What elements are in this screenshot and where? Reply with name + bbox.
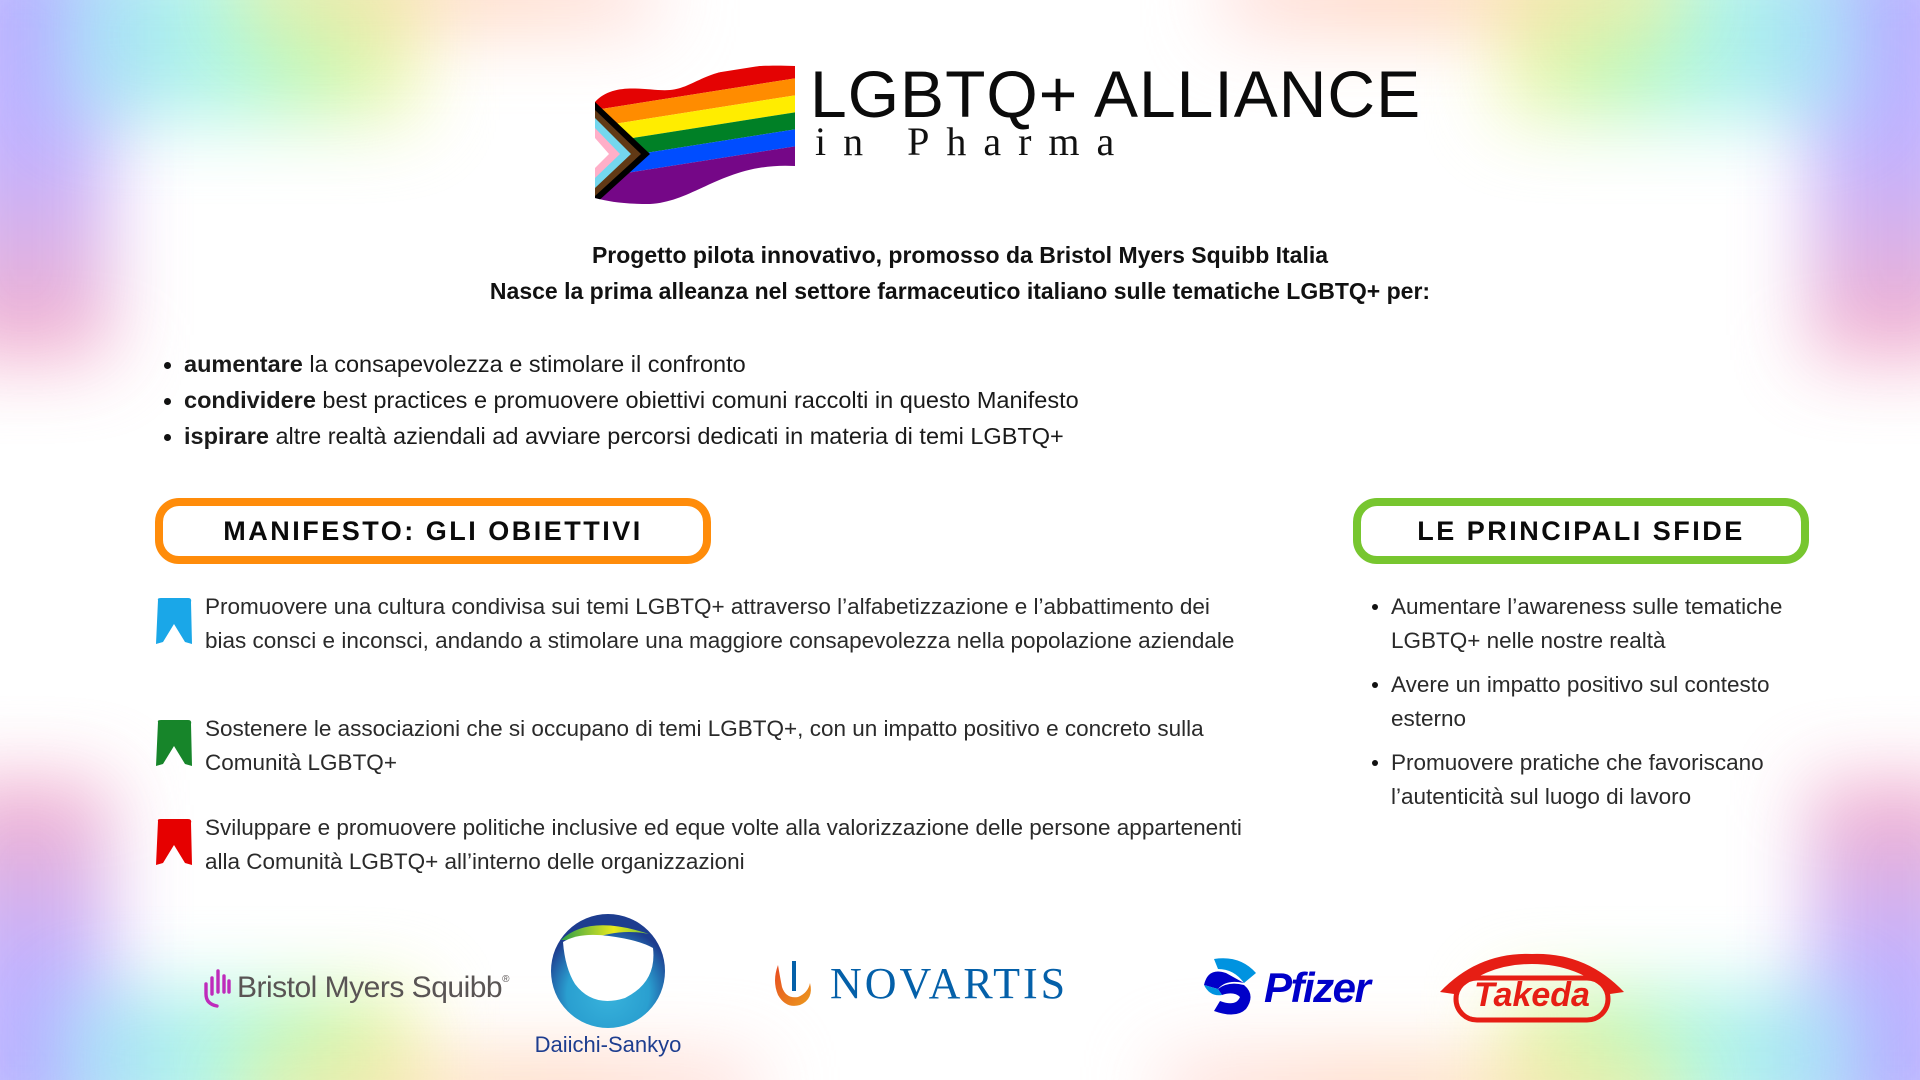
aim-text: altre realtà aziendali ad avviare percorsi dedicati in materia di temi LGBTQ+ — [268, 423, 1064, 449]
challenges-list — [1372, 590, 1812, 824]
objective-text: Promuovere una cultura condivisa sui temi LGBTQ+ attraverso l’alfabetizzazione e l’abbattimento dei bias consci e inconsci, andando a stimolare una maggiore consapevolezza nella popolazione aziendale — [205, 594, 1235, 653]
registered-mark: ® — [502, 974, 510, 985]
challenge-item: Aumentare l’awareness sulle tematiche LGBTQ+ nelle nostre realtà — [1372, 590, 1812, 658]
green-ribbon-icon — [155, 720, 193, 768]
objective-text: Sostenere le associazioni che si occupano di temi LGBTQ+, con un impatto positivo e concreto sulla Comunità LGBTQ+ — [205, 716, 1204, 775]
takeda-wordmark: Takeda — [1474, 976, 1590, 1014]
partner-logo-novartis — [770, 958, 1068, 1009]
objective-item — [155, 712, 1233, 780]
challenges-heading: LE PRINCIPALI SFIDE — [1353, 498, 1809, 564]
partner-logo-takeda — [1438, 952, 1626, 1024]
manifesto-heading: MANIFESTO: GLI OBIETTIVI — [155, 498, 711, 564]
partner-logo-daiichi-sankyo — [528, 912, 688, 1058]
aim-text: la consapevolezza e stimolare il confronto — [302, 351, 746, 377]
bms-hand-icon — [203, 968, 231, 1008]
objective-text: Sviluppare e promuovere politiche inclusive ed eque volte alla valorizzazione delle persone appartenenti alla Comunità LGBTQ+ all’interno delle organizzazioni — [205, 815, 1242, 874]
pfizer-helix-icon — [1200, 955, 1260, 1021]
intro-line-2: Nasce la prima alleanza nel settore farmaceutico italiano sulle tematiche LGBTQ+ per: — [489, 278, 1431, 304]
progress-pride-flag-icon — [595, 62, 805, 204]
aim-keyword: condividere — [184, 387, 316, 413]
red-ribbon-icon — [155, 819, 193, 867]
daiichi-sankyo-circle-icon — [549, 912, 667, 1030]
aims-list-item — [160, 418, 1079, 454]
page-subtitle: in Pharma — [815, 119, 1132, 164]
aims-list — [160, 346, 1079, 454]
challenge-item: Promuovere pratiche che favoriscano l’autenticità sul luogo di lavoro — [1372, 746, 1812, 814]
aim-keyword: aumentare — [184, 351, 303, 377]
objective-item — [155, 590, 1243, 658]
novartis-flame-icon — [770, 959, 816, 1009]
pfizer-wordmark: Pfizer — [1264, 964, 1370, 1011]
challenge-item: Avere un impatto positivo sul contesto esterno — [1372, 668, 1812, 736]
daiichi-sankyo-wordmark: Daiichi-Sankyo — [534, 1032, 682, 1057]
blue-ribbon-icon — [155, 598, 193, 646]
aim-keyword: ispirare — [184, 423, 269, 449]
alliance-logo — [595, 62, 805, 204]
page-title: LGBTQ+ ALLIANCE — [810, 57, 1422, 131]
aims-list-item — [160, 382, 1079, 418]
partner-logo-pfizer — [1200, 955, 1369, 1021]
intro-line-1: Progetto pilota innovativo, promosso da Bristol Myers Squibb Italia — [591, 242, 1329, 268]
partner-logo-bms — [203, 968, 509, 1008]
bms-wordmark: Bristol Myers Squibb — [237, 971, 503, 1004]
novartis-wordmark: NOVARTIS — [830, 959, 1069, 1008]
objective-item — [155, 811, 1253, 879]
aims-list-item — [160, 346, 1079, 382]
aim-text: best practices e promuovere obiettivi comuni raccolti in questo Manifesto — [315, 387, 1079, 413]
